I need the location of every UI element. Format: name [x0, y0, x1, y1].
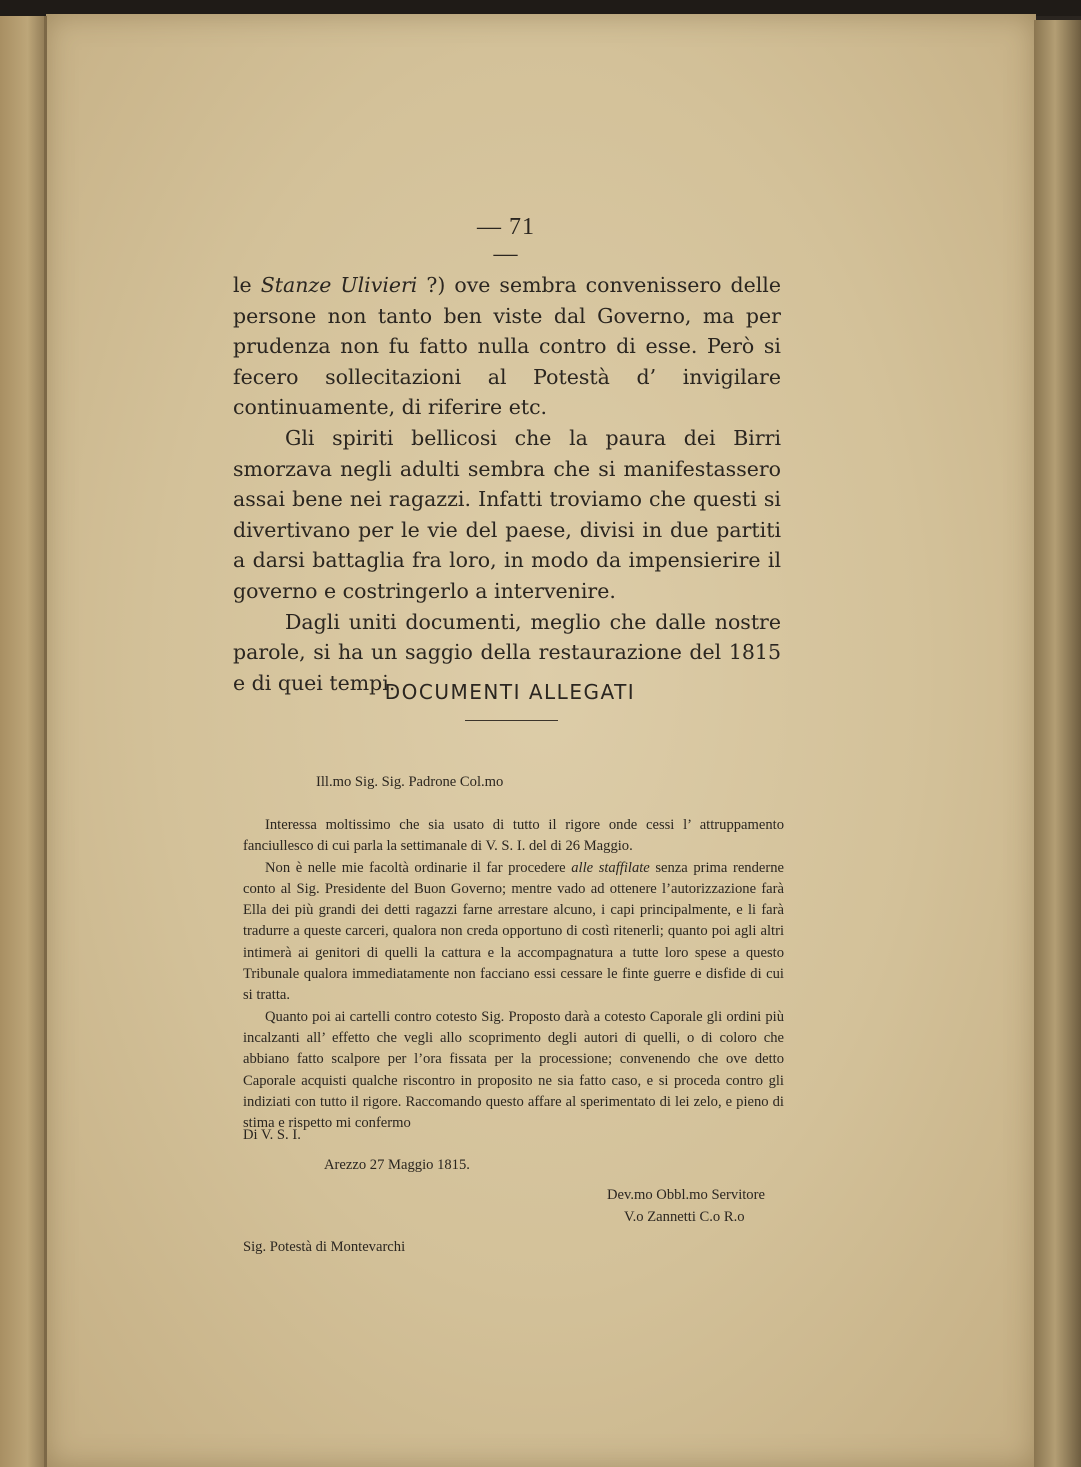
- body-text: [233, 270, 781, 698]
- letter-paragraph-3: Quanto poi ai cartelli contro cotesto Sig. Proposto darà a cotesto Caporale gli ordini più incalzanti all’ effetto che vegli allo scoprimento degli autori di quelli, o di coloro che abbiano fatto scalpore per l’ora fissata per la processione; convenendo che ove detto Caporale acquisti qualche riscontro in proposito ne sia fatto caso, e si proceda contro gli indiziati con tutto il rigore. Raccomando questo affare al sperimentato di lei zelo, e pieno di stima e rispetto mi confermo: [243, 1008, 784, 1132]
- letter-paragraph-2: [243, 858, 784, 1007]
- letter-paragraph-1: Interessa moltissimo che sia usato di tutto il rigore onde cessi l’ attruppamento fanciullesco di cui parla la settimanale di V. S. I. del di 26 Maggio.: [243, 817, 784, 855]
- letter-paragraph-2-text: senza prima renderne conto al Sig. Presidente del Buon Governo; mentre vado ad ottenere l’autorizzazione farà Ella dei più grandi dei detti ragazzi farne arrestare alcuno, i capi principalmente, e li farà tradurre a queste carceri, qualora non creda opportuno di costì ritenerli; quanto poi agli altri intimerà ai genitori di quelli la cattura e la accompagnatura a tutte loro spese a questo Tribunale qualora immediatamente non facciano essi cessare le finte guerre e disfide di cui si tratta.: [243, 859, 784, 1004]
- documents-heading: DOCUMENTI ALLEGATI: [384, 680, 636, 704]
- body-paragraph-1-lead: le: [233, 273, 261, 297]
- italic-staffilate: alle staffilate: [571, 859, 650, 876]
- body-paragraph-2: Gli spiriti bellicosi che la paura dei Birri smorzava negli adulti sembra che si manifestassero assai bene nei ragazzi. Infatti troviamo che questi si divertivano per le vie del paese, divisi in due partiti a darsi battaglia fra loro, in modo da impensierire il governo e costringerlo a intervenire.: [233, 425, 781, 603]
- italic-title-stanze: Stanze Ulivieri: [260, 273, 418, 297]
- page-number: — 71 —: [477, 214, 535, 267]
- letter-closing: Di V. S. I.: [243, 1127, 301, 1143]
- heading-rule: [465, 720, 558, 721]
- letter-paragraph-2-lead: Non è nelle mie facoltà ordinarie il far procedere: [265, 859, 572, 876]
- book-gutter: [44, 16, 47, 1467]
- signature-line-2: V.o Zannetti C.o R.o: [624, 1209, 745, 1225]
- letter-body: [243, 815, 784, 1134]
- body-paragraph-1: [233, 270, 781, 423]
- page-stack-edge: [1034, 20, 1081, 1467]
- letter-addressee: Sig. Potestà di Montevarchi: [243, 1239, 406, 1255]
- signature-line-1: Dev.mo Obbl.mo Servitore: [607, 1187, 765, 1203]
- body-paragraph-3: Dagli uniti documenti, meglio che dalle nostre parole, si ha un saggio della restaurazione del 1815 e di quei tempi.: [233, 609, 781, 695]
- letter-place-date: Arezzo 27 Maggio 1815.: [324, 1157, 470, 1173]
- letter-salutation: Ill.mo Sig. Sig. Padrone Col.mo: [316, 774, 504, 790]
- body-paragraph-1-text: ?) ove sembra convenissero delle persone non tanto ben viste dal Governo, ma per prudenza non fu fatto nulla contro di esse. Però si fecero sollecitazioni al Potestà d’ invigilare continuamente, di riferire etc.: [233, 273, 781, 420]
- facing-page-edge: [0, 16, 46, 1467]
